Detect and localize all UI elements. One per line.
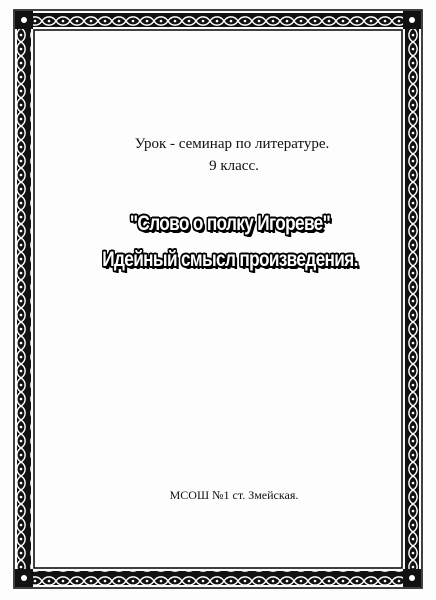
lesson-type-line: Урок - семинар по литературе. bbox=[134, 136, 330, 152]
page-content bbox=[40, 40, 396, 560]
title-work-name: "Слово о полку Игореве" bbox=[129, 212, 331, 235]
title-topic: Идейный смысл произведения. bbox=[102, 248, 358, 271]
grade-line: 9 класс. bbox=[209, 158, 259, 174]
school-name: МСОШ №1 ст. Змейская. bbox=[169, 488, 299, 502]
